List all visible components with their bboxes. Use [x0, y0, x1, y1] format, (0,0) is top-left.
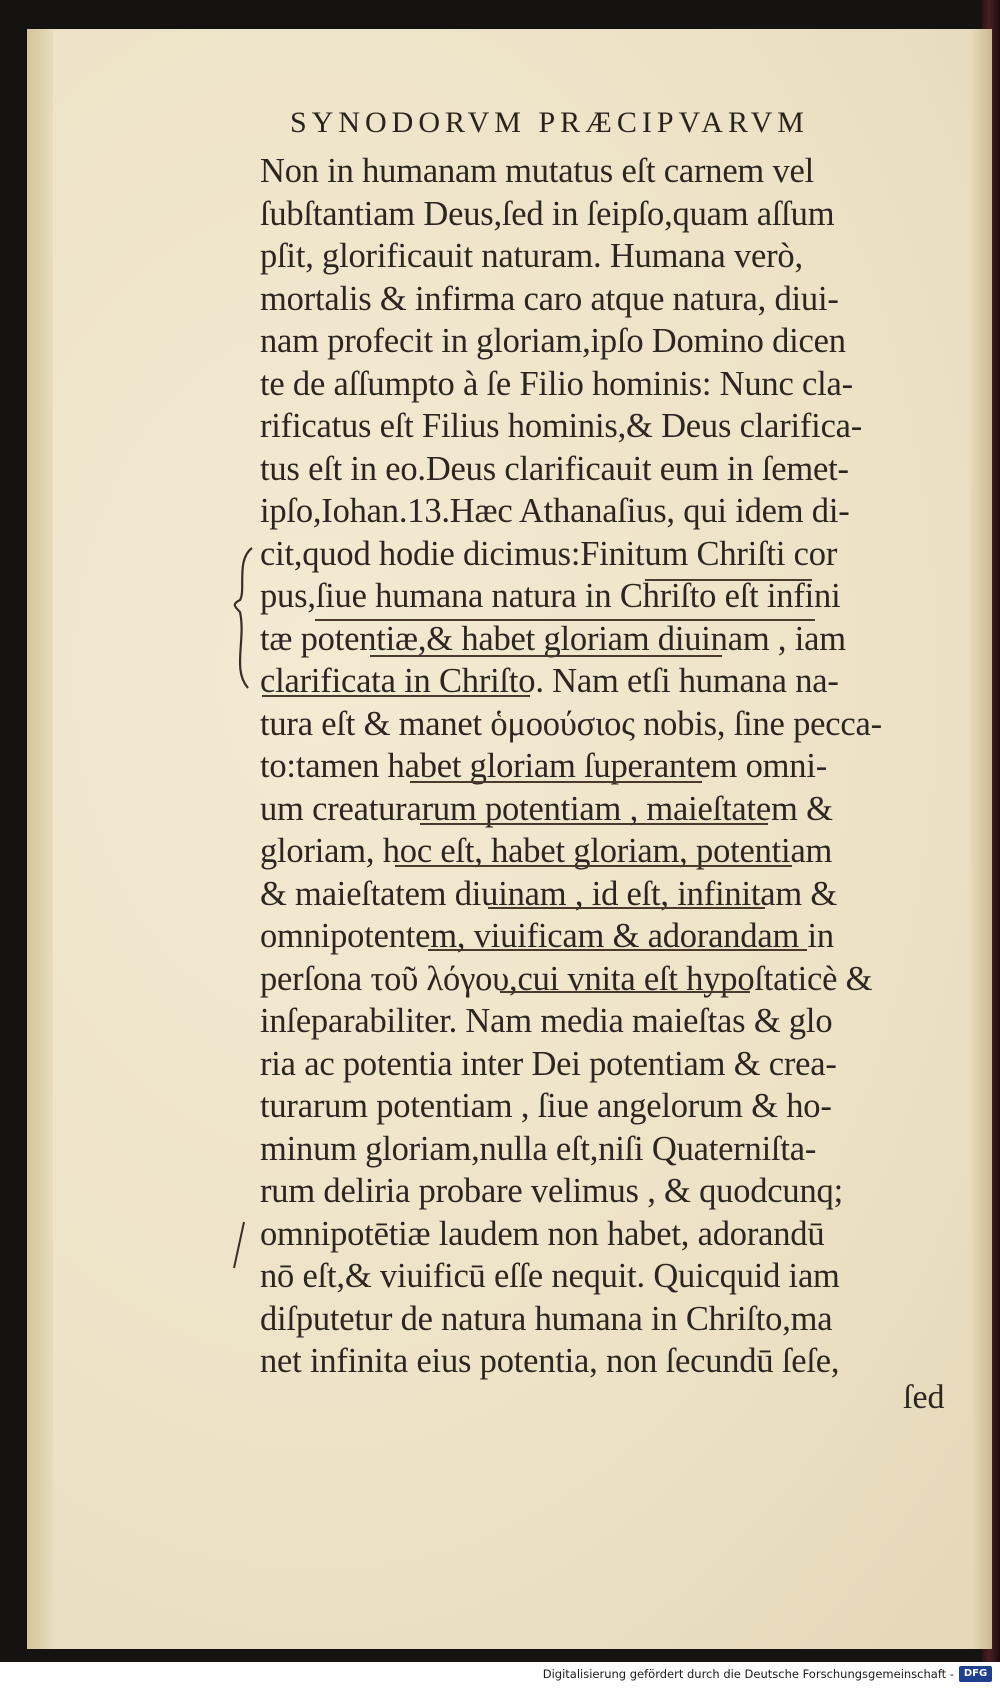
text-line: omnipotentem, viuificam & adorandam in — [260, 917, 834, 955]
text-line: pſit, glorificauit naturam. Humana verò, — [260, 237, 803, 275]
text-line: rum deliria probare velimus , & quodcunq; — [260, 1172, 843, 1210]
text-line: um creaturarum potentiam , maieſtatem & — [260, 789, 833, 828]
text-line: perſona τοῦ λόγου,cui vnita eſt hypoſtaticè & — [260, 959, 873, 998]
footer-bar — [0, 1662, 1000, 1688]
text-line: diſputetur de natura humana in Chriſto,ma — [260, 1299, 833, 1338]
text-line: ſubſtantiam Deus,ſed in ſeipſo,quam aſſum — [260, 194, 835, 233]
text-line: turarum potentiam , ſiue angelorum & ho- — [260, 1087, 832, 1125]
text-line: tæ potentiæ,& habet gloriam diuinam , iam — [260, 619, 846, 658]
text-line: minum gloriam,nulla eſt,niſi Quaterniſta- — [260, 1129, 817, 1168]
catchword: ſed — [903, 1379, 945, 1416]
dfg-logo: DFG — [959, 1666, 992, 1682]
text-line: rificatus eſt Filius hominis,& Deus clarifica- — [260, 407, 863, 445]
text-line: omnipotētiæ laudem non habet, adorandū — [260, 1214, 825, 1253]
text-line: te de aſſumpto à ſe Filio hominis: Nunc cla- — [260, 364, 853, 403]
page-edge-right — [970, 29, 992, 1649]
text-line: tus eſt in eo.Deus clarificauit eum in ſemet- — [260, 449, 849, 488]
page-edge-left — [27, 29, 53, 1649]
funding-credit: Digitalisierung gefördert durch die Deutsche Forschungsgemeinschaft - — [542, 1667, 954, 1681]
text-line: gloriam, hoc eſt, habet gloriam, potentiam — [260, 832, 833, 870]
text-line: ria ac potentia inter Dei potentiam & crea- — [260, 1044, 837, 1083]
running-head: SYNODORVM PRÆCIPVARVM — [290, 106, 809, 139]
text-line: mortalis & infirma caro atque natura, diui- — [260, 279, 839, 318]
text-line: to:tamen habet gloriam ſuperantem omni- — [260, 747, 828, 785]
text-line: tura eſt & manet ὁμοούσιος nobis, ſine pecca- — [260, 704, 882, 743]
text-line: Non in humanam mutatus eſt carnem vel — [260, 152, 815, 190]
body-text — [260, 150, 960, 1383]
text-line: inſeparabiliter. Nam media maieſtas & glo — [260, 1002, 833, 1040]
text-line: nam profecit in gloriam,ipſo Domino dicen — [260, 322, 846, 360]
text-line: ipſo,Iohan.13.Hæc Athanaſius, qui idem di- — [260, 492, 850, 530]
text-line: nō eſt,& viuificū eſſe nequit. Quicquid iam — [260, 1257, 840, 1295]
text-line: & maieſtatem diuinam , id eſt, infinitam & — [260, 874, 838, 913]
text-line: pus,ſiue humana natura in Chriſto eſt infini — [260, 577, 841, 615]
text-line: cit,quod hodie dicimus:Finitum Chriſti cor — [260, 534, 838, 573]
text-line: net infinita eius potentia, non ſecundū ſeſe, — [260, 1342, 840, 1380]
text-line: clarificata in Chriſto. Nam etſi humana na- — [260, 662, 839, 700]
